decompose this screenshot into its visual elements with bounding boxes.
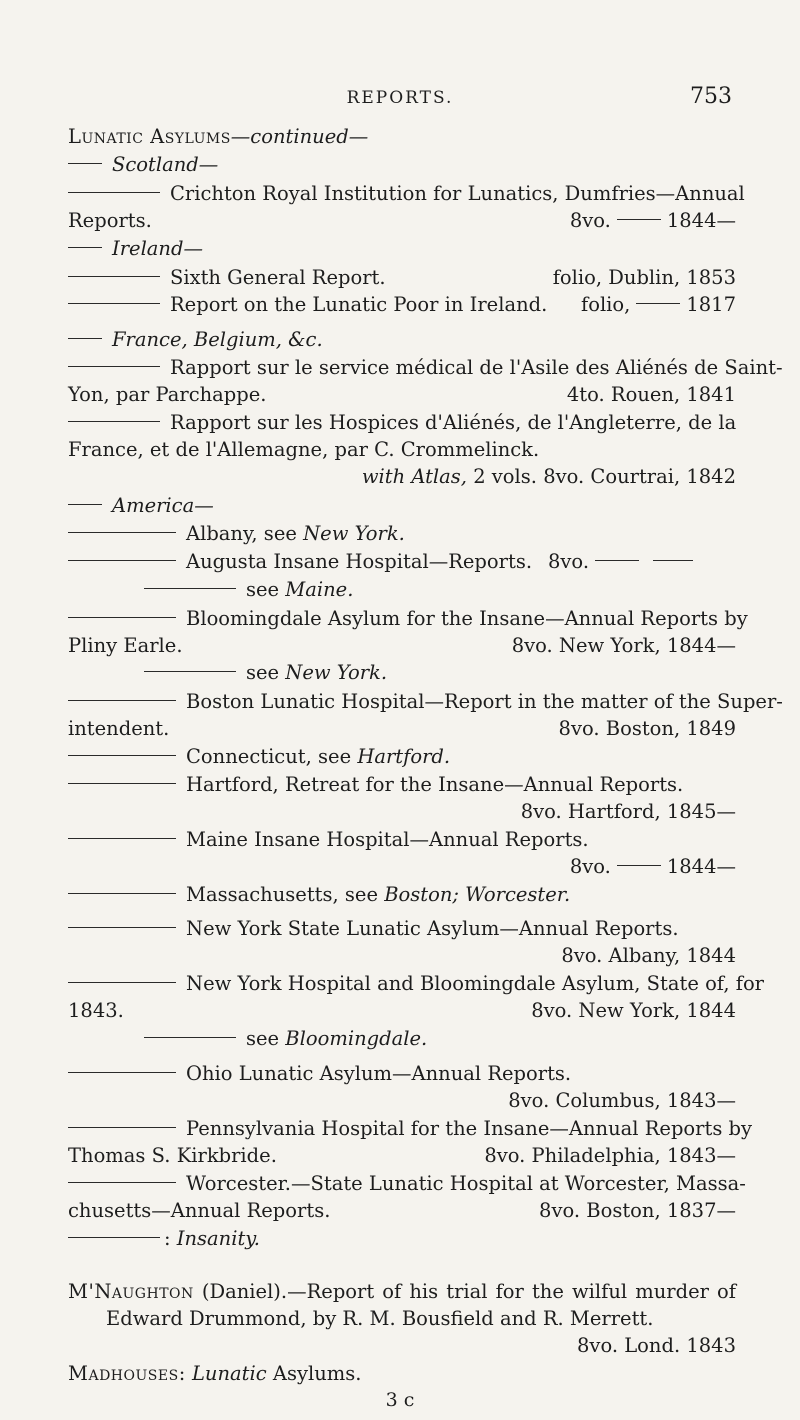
entry-ohio-imprint: 8vo. Columbus, 1843— xyxy=(508,1089,736,1112)
entry-mcnaughton-line2: Edward Drummond, by R. M. Bousfield and R. Merrett. xyxy=(106,1307,654,1330)
dash-rule xyxy=(68,276,160,277)
entry-ny-state-imprint: 8vo. Albany, 1844 xyxy=(561,944,736,967)
dash-rule xyxy=(68,1237,160,1238)
dash-rule xyxy=(68,421,160,422)
entry-worcester-line1: Worcester.—State Lunatic Hospital at Worcester, Massa- xyxy=(68,1171,736,1197)
entry-boston-imprint: 8vo. Boston, 1849 xyxy=(558,717,736,740)
dash-rule xyxy=(68,700,176,701)
entry-madhouses: Madhouses: Lunatic Asylums. xyxy=(68,1362,362,1385)
entry-worcester-imprint: 8vo. Boston, 1837— xyxy=(539,1199,736,1222)
entry-worcester-line2: chusetts—Annual Reports. xyxy=(68,1199,331,1222)
entry-albany: Albany, see New York. xyxy=(68,521,405,547)
dash-rule xyxy=(595,560,639,561)
entry-rapport-crommelinck-line2: France, et de l'Allemagne, par C. Crommelinck. xyxy=(68,438,540,461)
entry-bloomingdale-imprint: 8vo. New York, 1844— xyxy=(511,634,736,657)
entry-see-new-york: see New York. xyxy=(144,660,387,686)
entry-mcnaughton-imprint: 8vo. Lond. 1843 xyxy=(577,1334,736,1357)
entry-ny-hospital-imprint: 8vo. New York, 1844 xyxy=(531,999,736,1022)
entry-maine-line1: Maine Insane Hospital—Annual Reports. xyxy=(68,827,589,853)
entry-bloomingdale-line1: Bloomingdale Asylum for the Insane—Annual Reports by xyxy=(68,606,736,632)
running-title: REPORTS. xyxy=(346,88,454,108)
entry-ny-state-line1: New York State Lunatic Asylum—Annual Reports. xyxy=(68,916,679,942)
dash-rule xyxy=(653,560,693,561)
signature-mark: 3 c xyxy=(385,1389,415,1411)
entry-pennsylvania-imprint: 8vo. Philadelphia, 1843— xyxy=(484,1144,736,1167)
dash-rule xyxy=(68,504,102,505)
page-number: 753 xyxy=(690,84,732,109)
dash-rule xyxy=(617,219,661,220)
entry-ohio-line1: Ohio Lunatic Asylum—Annual Reports. xyxy=(68,1061,571,1087)
section-heading: Lunatic Asylums—continued— xyxy=(68,125,369,148)
entry-insanity: : Insanity. xyxy=(68,1226,260,1252)
region-heading-america: America— xyxy=(68,493,214,519)
dash-rule xyxy=(68,1182,176,1183)
dash-rule xyxy=(68,338,102,339)
entry-mcnaughton-line1: M'Naughton (Daniel).—Report of his trial for the wilful murder of xyxy=(68,1280,736,1303)
entry-augusta-imprint: 8vo. xyxy=(548,549,703,575)
entry-augusta: Augusta Insane Hospital—Reports. xyxy=(68,549,532,575)
entry-see-bloomingdale: see Bloomingdale. xyxy=(144,1026,427,1052)
entry-lunatic-poor: Report on the Lunatic Poor in Ireland. xyxy=(68,292,547,318)
dash-rule xyxy=(68,366,160,367)
dash-rule xyxy=(68,927,176,928)
dash-rule xyxy=(68,755,176,756)
entry-rapport-crommelinck-line1: Rapport sur les Hospices d'Aliénés, de l'Angleterre, de la xyxy=(68,410,736,436)
entry-bloomingdale-line2: Pliny Earle. xyxy=(68,634,183,657)
entry-connecticut: Connecticut, see Hartford. xyxy=(68,744,450,770)
entry-rapport-crommelinck-imprint: with Atlas, 2 vols. 8vo. Courtrai, 1842 xyxy=(361,465,736,488)
dash-rule xyxy=(68,163,102,164)
dash-rule xyxy=(68,838,176,839)
entry-pennsylvania-line1: Pennsylvania Hospital for the Insane—Annual Reports by xyxy=(68,1116,736,1142)
dash-rule xyxy=(68,532,176,533)
dash-rule xyxy=(68,1127,176,1128)
dash-rule xyxy=(617,865,661,866)
entry-sixth-report: Sixth General Report. xyxy=(68,265,386,291)
entry-sixth-report-imprint: folio, Dublin, 1853 xyxy=(552,266,736,289)
dash-rule xyxy=(68,1072,176,1073)
dash-rule xyxy=(636,303,680,304)
entry-ny-hospital-line1: New York Hospital and Bloomingdale Asylum, State of, for xyxy=(68,971,736,997)
entry-rapport-parchappe-line2: Yon, par Parchappe. xyxy=(68,383,267,406)
dash-rule xyxy=(68,982,176,983)
dash-rule xyxy=(68,247,102,248)
running-head xyxy=(0,84,800,114)
entry-crichton-line2: Reports. xyxy=(68,209,152,232)
entry-boston-line2: intendent. xyxy=(68,717,170,740)
region-heading-ireland: Ireland— xyxy=(68,236,203,262)
entry-rapport-parchappe-line1: Rapport sur le service médical de l'Asile des Aliénés de Saint- xyxy=(68,355,736,381)
entry-crichton-line1: Crichton Royal Institution for Lunatics, Dumfries—Annual xyxy=(68,181,736,207)
dash-rule xyxy=(68,192,160,193)
entry-lunatic-poor-imprint: folio, 1817 xyxy=(580,293,736,316)
entry-ny-hospital-line2: 1843. xyxy=(68,999,124,1022)
dash-rule xyxy=(144,671,236,672)
entry-crichton-imprint: 8vo. 1844— xyxy=(569,209,736,232)
dash-rule xyxy=(68,303,160,304)
entry-hartford-line1: Hartford, Retreat for the Insane—Annual Reports. xyxy=(68,772,683,798)
dash-rule xyxy=(68,560,176,561)
entry-massachusetts: Massachusetts, see Boston; Worcester. xyxy=(68,882,570,908)
entry-pennsylvania-line2: Thomas S. Kirkbride. xyxy=(68,1144,277,1167)
dash-rule xyxy=(144,1037,236,1038)
entry-hartford-imprint: 8vo. Hartford, 1845— xyxy=(520,800,736,823)
dash-rule xyxy=(144,588,236,589)
entry-rapport-parchappe-imprint: 4to. Rouen, 1841 xyxy=(566,383,736,406)
dash-rule xyxy=(68,783,176,784)
dash-rule xyxy=(68,893,176,894)
region-heading-scotland: Scotland— xyxy=(68,152,218,178)
region-heading-france: France, Belgium, &c. xyxy=(68,327,323,353)
dash-rule xyxy=(68,617,176,618)
entry-see-maine: see Maine. xyxy=(144,577,353,603)
entry-maine-imprint: 8vo. 1844— xyxy=(569,855,736,878)
entry-boston-line1: Boston Lunatic Hospital—Report in the matter of the Super- xyxy=(68,689,736,715)
